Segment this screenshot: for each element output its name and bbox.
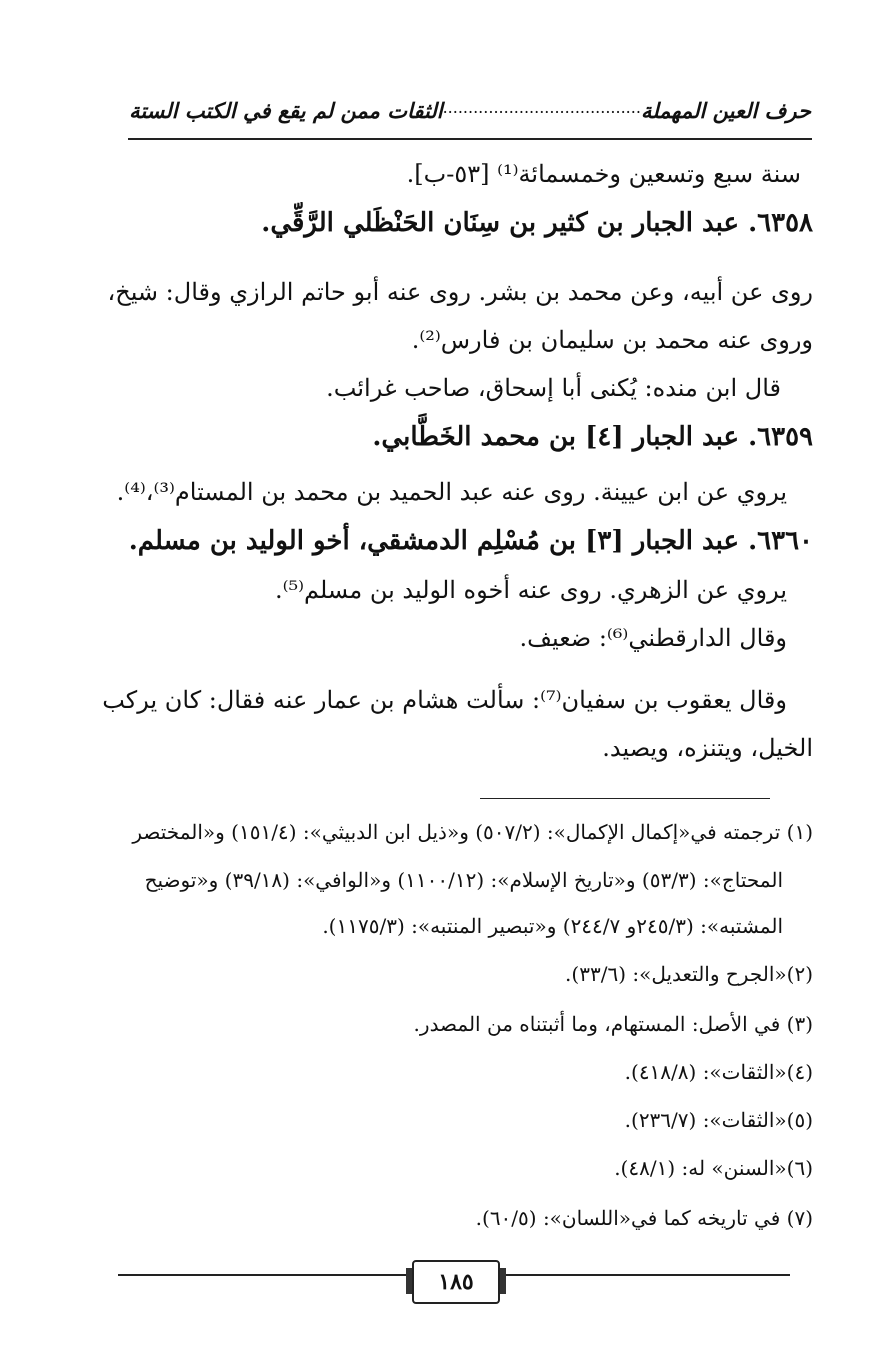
footnote-4: (٤)«الثقات»: (٤١٨/٨). <box>624 1060 813 1084</box>
footnote-1-cont: المشتبه»: (٢٤٥/٣و ٢٤٤/٧) و«تبصير المنتبه»: (١١٧٥/٣). <box>322 914 783 938</box>
text-line: وروى عنه محمد بن سليمان بن فارس⁽²⁾. <box>411 326 813 354</box>
header-dots: ....................................... <box>442 98 641 117</box>
text-line: يروي عن ابن عيينة. روى عنه عبد الحميد بن محمد بن المستام⁽³⁾،⁽⁴⁾. <box>116 478 787 506</box>
page-number-text: ١٨٥ <box>438 1269 474 1295</box>
footnote-3: (٣) في الأصل: المستهام، وما أثبتناه من المصدر. <box>413 1012 813 1036</box>
header-book-title: الثقات ممن لم يقع في الكتب الستة <box>129 98 443 123</box>
text-line: الخيل، ويتنزه، ويصيد. <box>602 734 813 762</box>
text-line: سنة سبع وتسعين وخمسمائة⁽¹⁾ [٥٣-ب]. <box>406 160 801 188</box>
header-rule <box>128 138 812 140</box>
entry-heading-6359: ٦٣٥٩. عبد الجبار [٤] بن محمد الخَطَّابي. <box>372 422 813 452</box>
text-line: وقال يعقوب بن سفيان⁽⁷⁾: سألت هشام بن عمار عنه فقال: كان يركب <box>102 686 787 714</box>
page-number <box>412 1260 500 1304</box>
text-line: يروي عن الزهري. روى عنه أخوه الوليد بن مسلم⁽⁵⁾. <box>274 576 787 604</box>
footnote-1-cont: المحتاج»: (٥٣/٣) و«تاريخ الإسلام»: (١١٠٠/١٢) و«الوافي»: (٣٩/١٨) و«توضيح <box>144 868 783 892</box>
text-line: قال ابن منده: يُكنى أبا إسحاق، صاحب غرائب. <box>326 374 781 402</box>
header-chapter: حرف العين المهملة <box>640 98 811 123</box>
entry-heading-6358: ٦٣٥٨. عبد الجبار بن كثير بن سِنَان الحَنْظَلي الرَّقِّي. <box>261 208 813 238</box>
footnote-7: (٧) في تاريخه كما في«اللسان»: (٦٠/٥). <box>475 1206 813 1230</box>
footnote-separator <box>480 798 770 799</box>
footnote-5: (٥)«الثقات»: (٢٣٦/٧). <box>624 1108 813 1132</box>
text-line: روى عن أبيه، وعن محمد بن بشر. روى عنه أبو حاتم الرازي وقال: شيخ، <box>107 278 813 306</box>
running-header <box>131 98 811 123</box>
footnote-2: (٢)«الجرح والتعديل»: (٣٣/٦). <box>565 962 813 986</box>
footnote-6: (٦)«السنن» له: (٤٨/١). <box>614 1156 813 1180</box>
text-line: وقال الدارقطني⁽⁶⁾: ضعيف. <box>519 624 787 652</box>
entry-heading-6360: ٦٣٦٠. عبد الجبار [٣] بن مُسْلِم الدمشقي، أخو الوليد بن مسلم. <box>128 526 813 556</box>
footnote-1: (١) ترجمته في«إكمال الإكمال»: (٥٠٧/٢) و«ذيل ابن الدبيثي»: (١٥١/٤) و«المختصر <box>132 820 813 844</box>
